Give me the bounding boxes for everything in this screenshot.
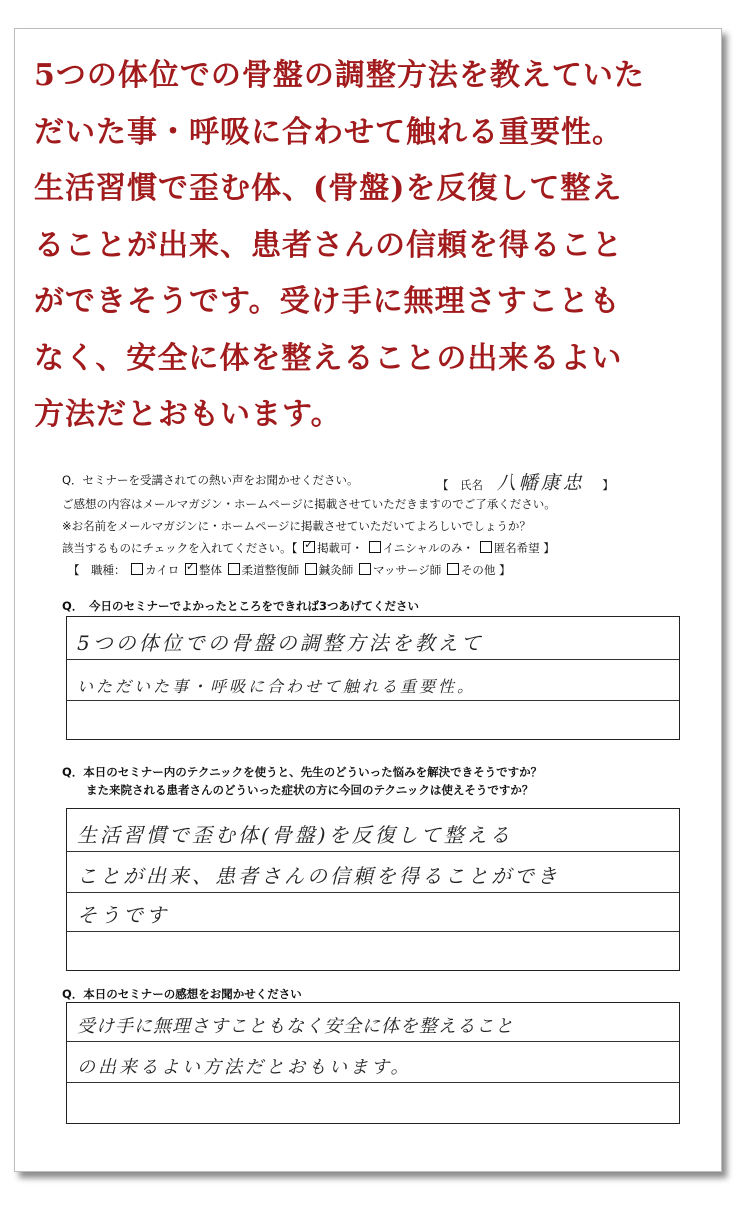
notice-1: ご感想の内容はメールマガジン・ホームページに掲載させていただきますのでご了承ください。	[62, 497, 556, 511]
occupation-prefix: 【 職種：	[68, 563, 126, 577]
name-close: 】	[602, 478, 614, 492]
consent-checkbox-public[interactable]	[303, 541, 315, 553]
q3-answer-box	[66, 1002, 680, 1124]
occupation-checkbox[interactable]	[359, 563, 371, 575]
heading-line: なく、安全に体を整えることの出来るよい	[34, 340, 623, 376]
occupation-option: 柔道整復師	[241, 563, 300, 577]
occupation-checkbox[interactable]	[447, 563, 459, 575]
occupation-close: 】	[499, 563, 511, 577]
q1-question: Q． 今日のセミナーでよかったところをできれば3つあげてください	[62, 599, 420, 613]
q2-answer-line: そうです	[77, 903, 169, 927]
q2-question-2: また来院される患者さんのどういった症状の方に今回のテクニックは使えそうですか？	[86, 783, 534, 797]
occupation-option: 鍼灸師	[318, 563, 354, 577]
occupation-row	[68, 562, 511, 578]
notice-2: ※お名前をメールマガジンに・ホームページに掲載させていただいてよろしいでしょうか？	[62, 519, 531, 533]
heading-line: ができそうです。受け手に無理さすことも	[34, 284, 621, 319]
occupation-option: カイロ	[145, 563, 180, 577]
consent-option: イニシャルのみ・	[382, 541, 475, 555]
occupation-option: その他	[460, 563, 496, 577]
q1-answer-box	[66, 616, 680, 740]
q1-answer-line: いただいた事・呼吸に合わせて触れる重要性。	[77, 677, 477, 696]
consent-prefix: 該当するものにチェックを入れてください。【	[62, 541, 298, 555]
occupation-option: マッサージ師	[372, 563, 442, 577]
heading-line: 5つの体位での骨盤の調整方法を教えていた	[34, 58, 645, 93]
q2-answer-box	[66, 808, 680, 971]
q3-answer-line: 受け手に無理さすこともなく安全に体を整えること	[77, 1016, 514, 1037]
name-value: 八幡康忠	[496, 472, 585, 494]
heading-line: ることが出来、患者さんの信頼を得ること	[34, 227, 623, 263]
consent-row	[62, 540, 555, 556]
name-label: 【 氏名	[437, 478, 483, 492]
consent-option: 掲載可・	[317, 541, 364, 555]
occupation-checkbox[interactable]	[305, 563, 317, 575]
q2-answer-line: ことが出来、患者さんの信頼を得ることができ	[77, 864, 560, 888]
q2-answer-line: 生活習慣で歪む体(骨盤)を反復して整える	[77, 823, 513, 847]
occupation-checkbox[interactable]	[131, 563, 143, 575]
form-intro: Q．セミナーを受講されての熱い声をお聞かせください。	[62, 473, 359, 487]
heading-line: だいた事・呼吸に合わせて触れる重要性。	[34, 114, 623, 150]
consent-option: 匿名希望	[493, 541, 540, 555]
heading-line: 方法だとおもいます。	[34, 397, 342, 432]
consent-close: 】	[543, 541, 555, 555]
occupation-checkbox[interactable]	[185, 563, 197, 575]
occupation-checkbox[interactable]	[228, 563, 240, 575]
occupation-option: 整体	[198, 563, 222, 577]
q3-answer-line: の出来るよい方法だとおもいます。	[77, 1057, 412, 1078]
consent-checkbox-anonymous[interactable]	[480, 541, 492, 553]
testimonial-heading	[34, 48, 694, 444]
q1-answer-line: 5つの体位での骨盤の調整方法を教えて	[77, 631, 484, 655]
consent-checkbox-initials[interactable]	[369, 541, 381, 553]
q3-question: Q．本日のセミナーの感想をお聞かせください	[62, 987, 302, 1001]
q2-question-1: Q．本日のセミナー内のテクニックを使うと、先生のどういった悩みを解決できそうですか？	[62, 765, 543, 779]
heading-line: 生活習慣で歪む体、(骨盤)を反復して整え	[34, 171, 623, 206]
